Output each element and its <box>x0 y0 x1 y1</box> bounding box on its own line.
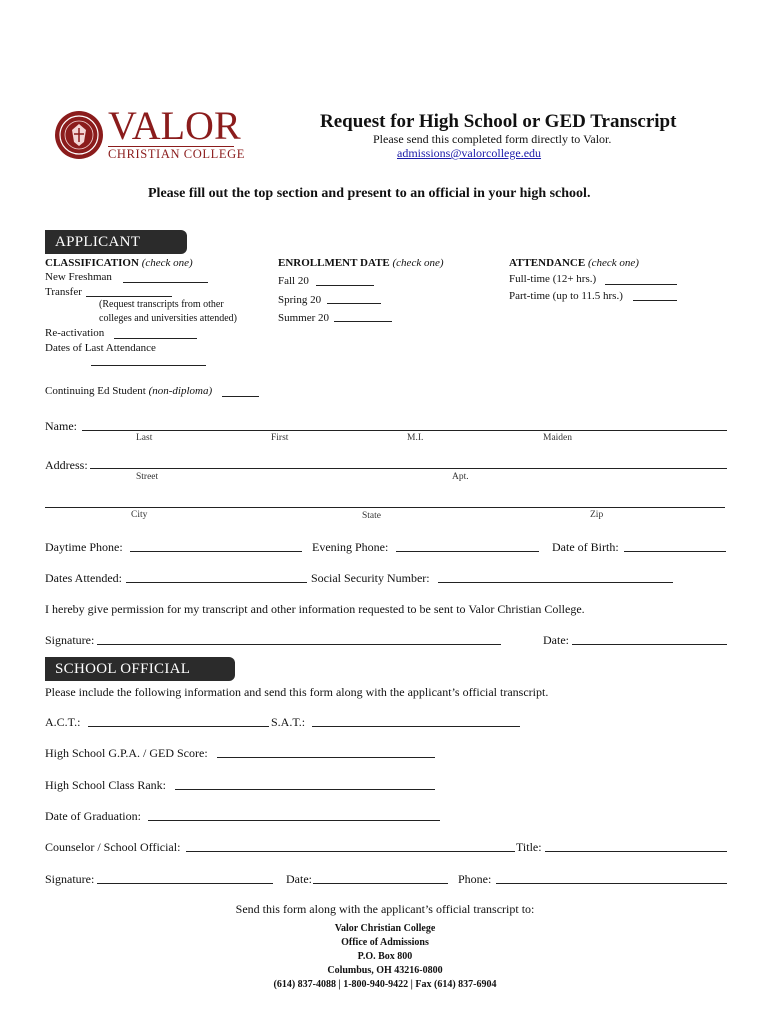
college-seal-icon <box>54 110 104 160</box>
ssn-field[interactable] <box>438 582 673 583</box>
spring-label: Spring 20 <box>278 294 322 306</box>
fall-label: Fall 20 <box>278 275 309 287</box>
ssn-label: Social Security Number: <box>311 571 430 585</box>
last-attendance-label: Dates of Last Attendance <box>45 342 156 354</box>
zip-caption: Zip <box>590 510 604 520</box>
enrollment-heading <box>278 257 444 269</box>
enrollment-label: ENROLLMENT DATE <box>278 257 390 269</box>
fulltime-field[interactable] <box>605 284 677 285</box>
classification-heading <box>45 257 193 269</box>
page-title: Request for High School or GED Transcript <box>320 111 677 132</box>
evening-phone-field[interactable] <box>396 551 539 552</box>
dob-label: Date of Birth: <box>552 540 619 554</box>
transfer-label: Transfer <box>45 286 82 298</box>
reactivation-field[interactable] <box>114 338 197 339</box>
class-rank-label: High School Class Rank: <box>45 778 167 792</box>
counselor-field[interactable] <box>186 851 515 852</box>
graduation-label: Date of Graduation: <box>45 809 141 823</box>
fall-field[interactable] <box>316 285 374 286</box>
official-signature-field[interactable] <box>97 883 273 884</box>
address-city-field[interactable] <box>45 507 725 508</box>
gpa-label: High School G.P.A. / GED Score: <box>45 746 208 760</box>
daytime-phone-label: Daytime Phone: <box>45 540 123 554</box>
parttime-field[interactable] <box>633 300 677 301</box>
attendance-label: ATTENDANCE <box>509 257 586 269</box>
transfer-note-1: (Request transcripts from other <box>99 299 224 310</box>
street-caption: Street <box>136 472 159 482</box>
official-date-field[interactable] <box>313 883 448 884</box>
name-mi-caption: M.I. <box>407 433 424 443</box>
logo-sub: CHRISTIAN COLLEGE <box>108 147 245 161</box>
act-field[interactable] <box>88 726 269 727</box>
check-one: (check one) <box>141 257 193 269</box>
spring-field[interactable] <box>327 303 381 304</box>
address-street-field[interactable] <box>90 468 727 469</box>
summer-field[interactable] <box>334 321 392 322</box>
continuing-ed-label: Continuing Ed Student <box>45 385 146 397</box>
send-note: Send this form along with the applicant’s official transcript to: <box>235 902 535 916</box>
dates-attended-field[interactable] <box>126 582 307 583</box>
applicant-date-field[interactable] <box>572 644 727 645</box>
act-label: A.C.T.: <box>45 715 81 729</box>
name-first-caption: First <box>271 433 289 443</box>
address-label: Address: <box>45 458 88 472</box>
official-signature-label: Signature: <box>45 872 95 886</box>
footer-office: Office of Admissions <box>341 937 429 948</box>
email-link[interactable]: admissions@valorcollege.edu <box>397 146 542 160</box>
official-title-label: Title: <box>516 840 542 854</box>
logo <box>54 103 245 164</box>
summer-label: Summer 20 <box>278 312 330 324</box>
gpa-field[interactable] <box>217 757 435 758</box>
city-caption: City <box>131 510 148 520</box>
footer-org: Valor Christian College <box>334 923 436 934</box>
applicant-signature-label: Signature: <box>45 633 95 647</box>
applicant-signature-field[interactable] <box>97 644 501 645</box>
fulltime-label: Full-time (12+ hrs.) <box>509 273 597 285</box>
official-date-label: Date: <box>286 872 312 886</box>
transfer-note-2: colleges and universities attended) <box>99 313 238 324</box>
attendance-heading <box>509 257 639 269</box>
daytime-phone-field[interactable] <box>130 551 302 552</box>
non-diploma: (non-diploma) <box>148 385 213 397</box>
name-last-caption: Last <box>136 433 153 443</box>
continuing-ed-field[interactable] <box>222 396 259 397</box>
logo-main: VALOR <box>108 103 241 148</box>
name-field[interactable] <box>82 430 727 431</box>
official-phone-label: Phone: <box>458 872 492 886</box>
official-section-bar <box>45 657 235 681</box>
footer-phones: (614) 837-4088 | 1-800-940-9422 | Fax (614) 837-6904 <box>273 979 497 990</box>
new-freshman-label: New Freshman <box>45 271 112 283</box>
name-maiden-caption: Maiden <box>543 433 573 443</box>
transfer-field[interactable] <box>86 296 172 297</box>
apt-caption: Apt. <box>452 472 469 482</box>
footer-city: Columbus, OH 43216-0800 <box>327 965 443 976</box>
counselor-label: Counselor / School Official: <box>45 840 181 854</box>
name-label: Name: <box>45 419 77 433</box>
parttime-label: Part-time (up to 11.5 hrs.) <box>509 290 623 302</box>
official-phone-field[interactable] <box>496 883 727 884</box>
check-one: (check one) <box>392 257 444 269</box>
evening-phone-label: Evening Phone: <box>312 540 389 554</box>
sat-label: S.A.T.: <box>271 715 306 729</box>
official-title-field[interactable] <box>545 851 727 852</box>
applicant-section-label: APPLICANT <box>55 234 141 250</box>
continuing-ed <box>45 385 212 397</box>
state-caption: State <box>362 511 381 521</box>
official-instruction: Please include the following information and send this form along with the applicant’s official transcript. <box>45 685 549 699</box>
dates-attended-label: Dates Attended: <box>45 571 122 585</box>
footer-pobox: P.O. Box 800 <box>357 951 413 962</box>
new-freshman-field[interactable] <box>123 282 208 283</box>
check-one: (check one) <box>587 257 639 269</box>
applicant-date-label: Date: <box>543 633 569 647</box>
applicant-section-bar <box>45 230 187 254</box>
graduation-field[interactable] <box>148 820 440 821</box>
classification-label: CLASSIFICATION <box>45 257 139 269</box>
dob-field[interactable] <box>624 551 726 552</box>
subtitle: Please send this completed form directly to Valor. <box>373 132 612 146</box>
sat-field[interactable] <box>312 726 520 727</box>
class-rank-field[interactable] <box>175 789 435 790</box>
reactivation-label: Re-activation <box>45 327 105 339</box>
permission-text: I hereby give permission for my transcript and other information requested to be sent to Valor Christian College. <box>45 602 585 616</box>
last-attendance-field[interactable] <box>91 365 206 366</box>
instruction: Please fill out the top section and present to an official in your high school. <box>148 186 591 201</box>
official-section-label: SCHOOL OFFICIAL <box>55 661 191 677</box>
